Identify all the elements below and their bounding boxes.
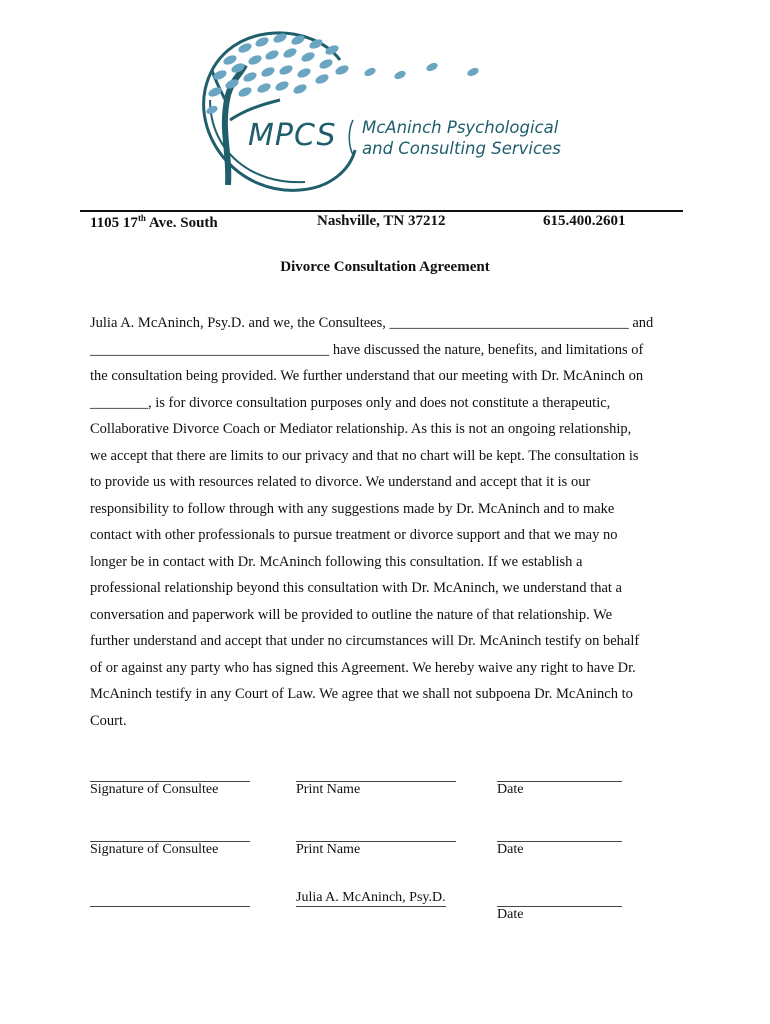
body-line: _________________________________ have discussed the nature, benefits, and limitations of xyxy=(90,341,644,358)
date-label-3: Date xyxy=(497,907,524,922)
body-line: longer be in contact with Dr. McAninch following this consultation. If we establish a xyxy=(90,553,583,570)
document-title: Divorce Consultation Agreement xyxy=(280,259,490,275)
header-phone: 615.400.2601 xyxy=(543,213,626,229)
date-label-2: Date xyxy=(497,842,524,857)
agreement-body xyxy=(90,310,690,734)
body-line: Julia A. McAninch, Psy.D. and we, the Consultees, _________________________________ and xyxy=(90,315,654,331)
body-line: conversation and paperwork will be provided to outline the nature of that relationship. We xyxy=(90,606,613,623)
logo-name-line2: and Consulting Services xyxy=(362,139,561,158)
header-city: Nashville, TN 37212 xyxy=(317,213,446,229)
body-line: further understand and accept that under no circumstances will Dr. McAninch testify on behalf xyxy=(90,633,640,649)
body-line: Court. xyxy=(90,712,127,729)
body-line: we accept that there are limits to our privacy and that no chart will be kept. The consultation is xyxy=(90,447,639,464)
provider-name: Julia A. McAninch, Psy.D. xyxy=(296,890,446,905)
body-line: McAninch testify in any Court of Law. We agree that we shall not subpoena Dr. McAninch to xyxy=(90,686,633,702)
body-line: Collaborative Divorce Coach or Mediator relationship. As this is not an ongoing relationship, xyxy=(90,421,632,437)
body-line: responsibility to follow through with any suggestions made by Dr. McAninch and to make xyxy=(90,500,615,517)
logo-name-line1: McAninch Psychological xyxy=(362,118,559,137)
company-logo xyxy=(190,20,590,205)
body-line: the consultation being provided. We further understand that our meeting with Dr. McAninch on xyxy=(90,368,644,384)
signature-label-2: Signature of Consultee xyxy=(90,842,219,857)
body-line: ________, is for divorce consultation purposes only and does not constitute a therapeutic, xyxy=(90,394,611,411)
body-line: contact with other professionals to pursue treatment or divorce support and that we may no xyxy=(90,527,618,543)
header-rule xyxy=(80,210,683,212)
tree-logo-graphic xyxy=(190,20,590,205)
header-address: 1105 17th Ave. South xyxy=(90,213,218,231)
print-name-label-2: Print Name xyxy=(296,842,361,857)
logo-company-name xyxy=(362,117,561,159)
logo-mark: MPCS xyxy=(248,118,337,153)
body-line: to provide us with resources related to divorce. We understand and accept that it is our xyxy=(90,474,591,490)
date-label-1: Date xyxy=(497,782,524,797)
provider-signature-line[interactable] xyxy=(90,906,250,907)
body-line: of or against any party who has signed this Agreement. We hereby waive any right to have Dr. xyxy=(90,659,636,676)
signature-label-1: Signature of Consultee xyxy=(90,782,219,797)
body-line: professional relationship beyond this consultation with Dr. McAninch, we understand that a xyxy=(90,580,622,596)
print-name-label-1: Print Name xyxy=(296,782,361,797)
